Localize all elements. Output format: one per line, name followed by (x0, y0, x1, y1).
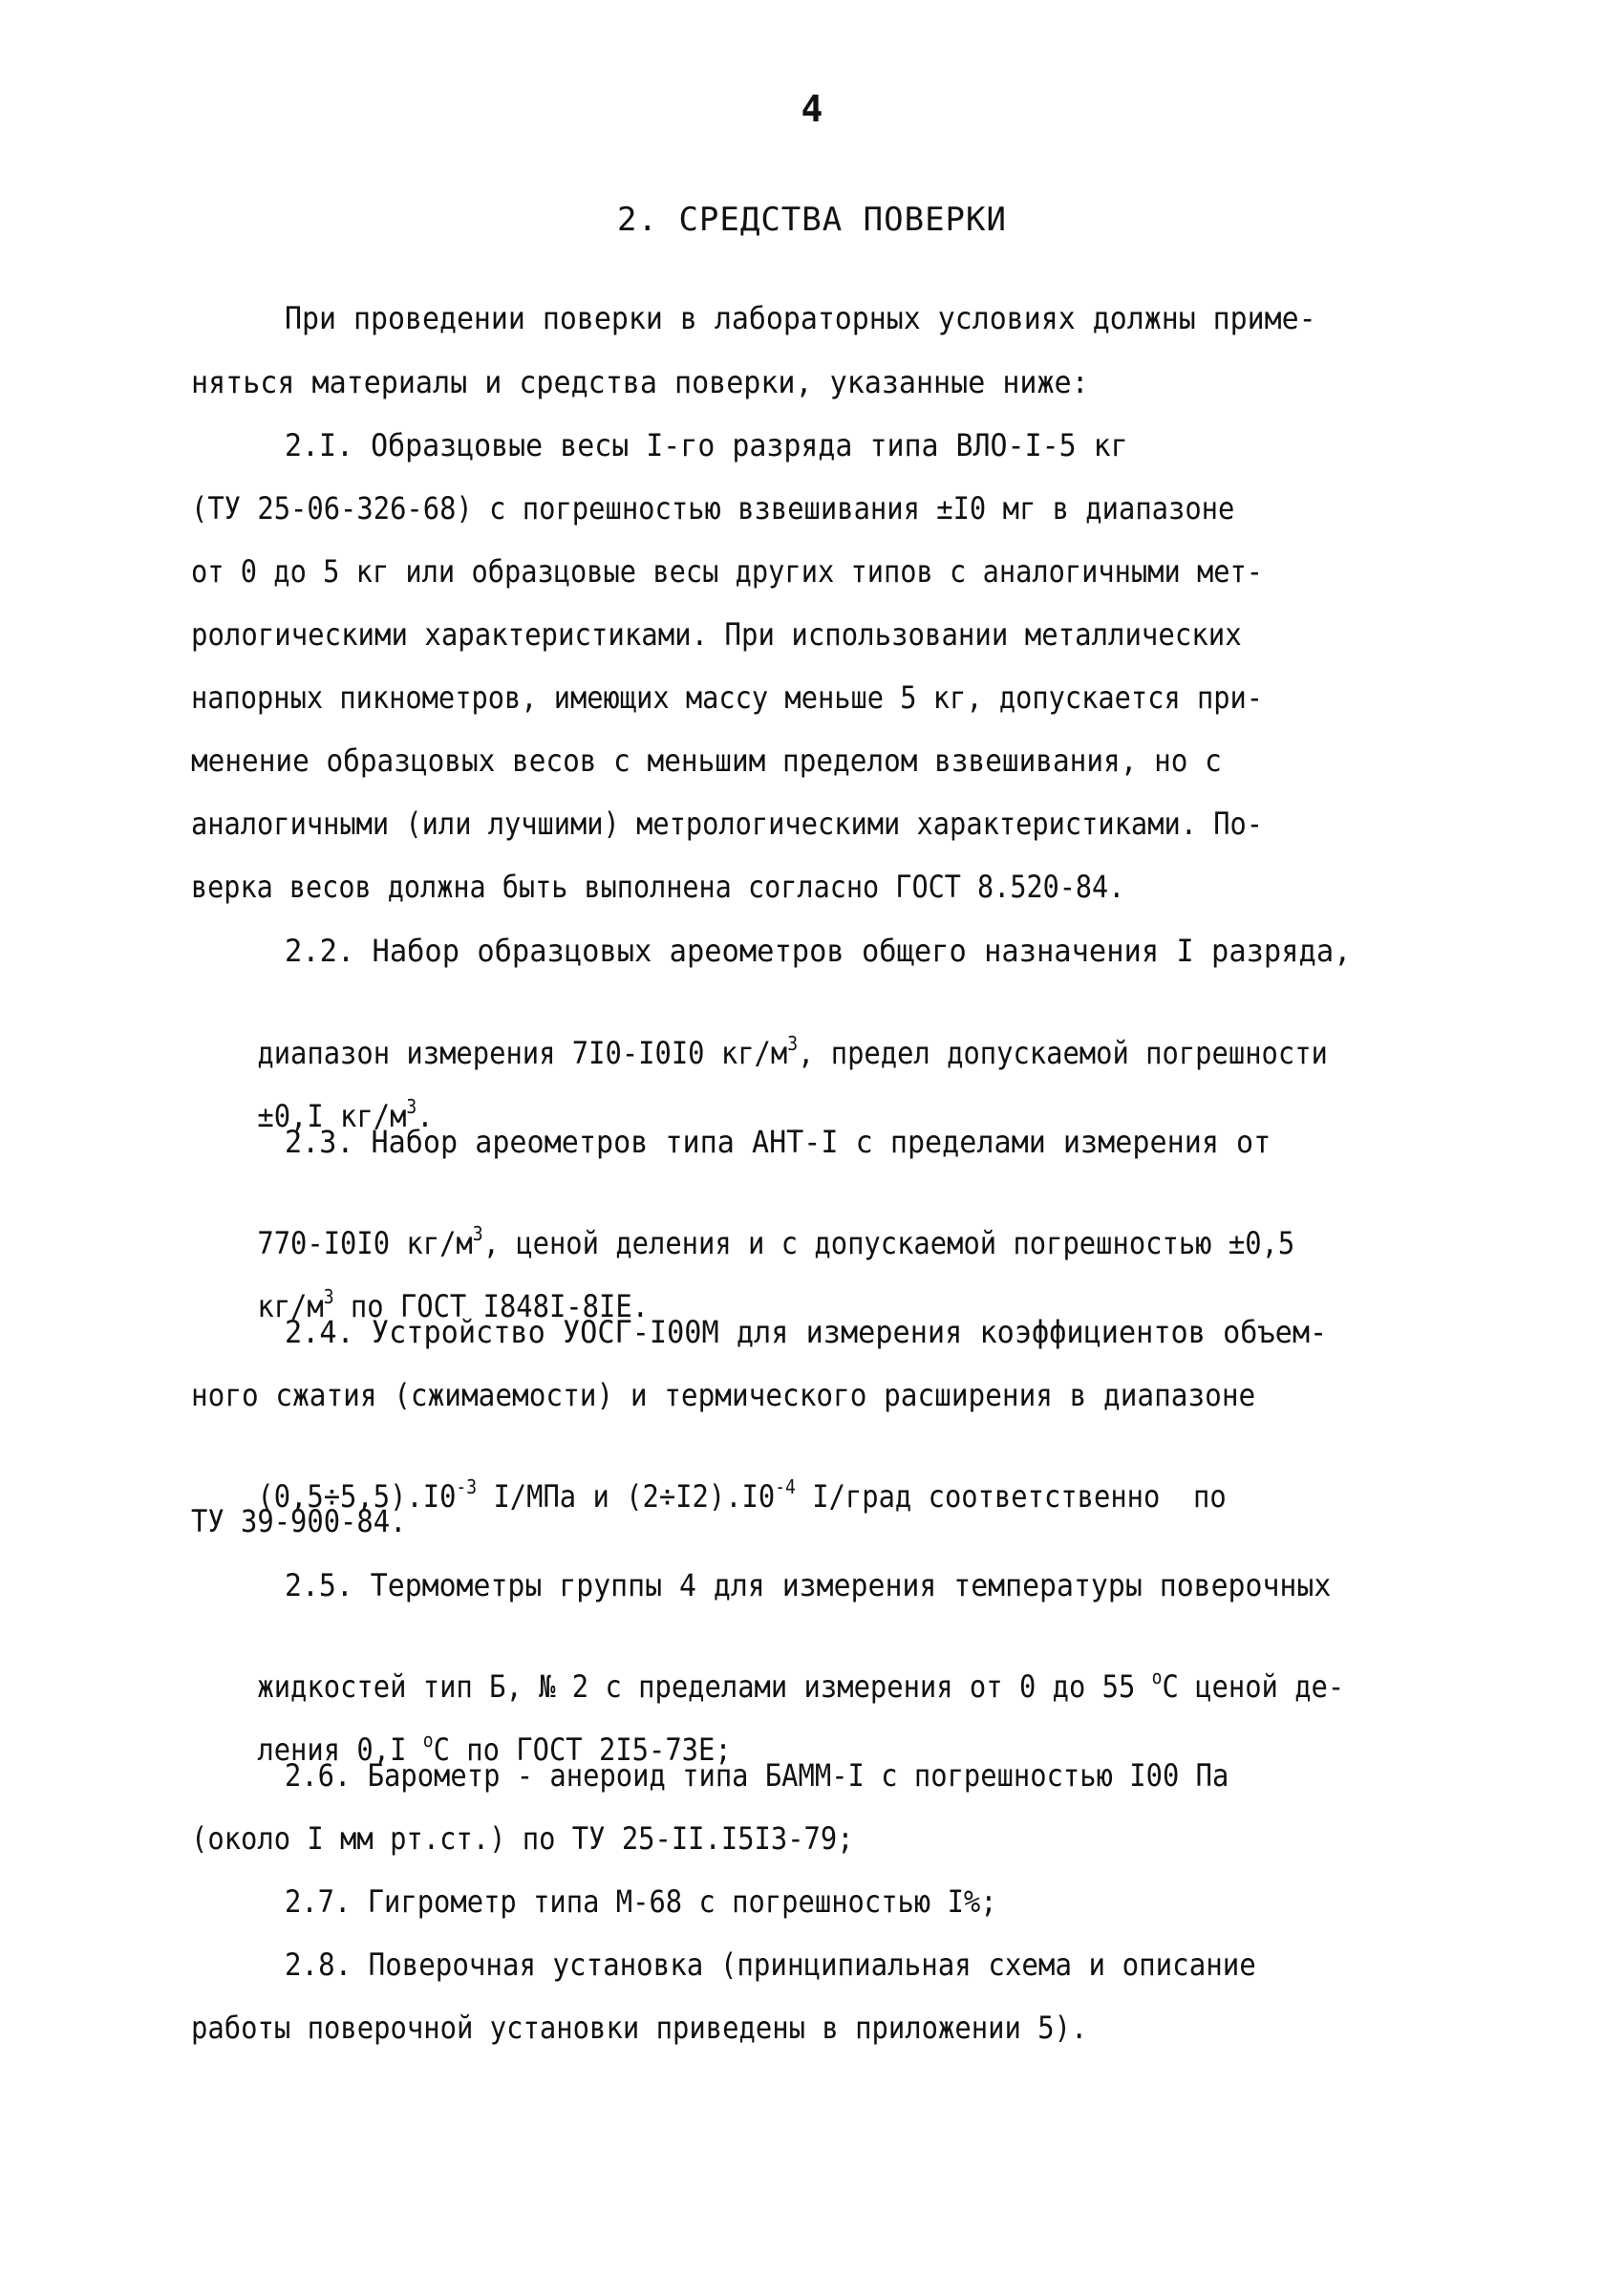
text-line: работы поверочной установки приведены в приложении 5). (191, 2010, 1088, 2046)
text-line: 2.I. Образцовые весы I-го разряда типа ВЛО-I-5 кг (285, 427, 1128, 463)
text-line: 2.5. Термометры группы 4 для измерения температуры поверочных (285, 1567, 1332, 1603)
text-line: 2.2. Набор образцовых ареометров общего назначения I разряда, (285, 933, 1352, 969)
text-line: При проведении поверки в лабораторных условиях должны приме- (285, 300, 1316, 336)
text-line: 2.3. Набор ареометров типа АНТ-I с пределами измерения от (285, 1124, 1271, 1160)
text-line: верка весов должна быть выполнена согласно ГОСТ 8.520-84. (191, 869, 1125, 905)
text-line: менение образцовых весов с меньшим пределом взвешивания, но с (191, 742, 1222, 779)
text-line: (около I мм рт.ст.) по ТУ 25-II.I5I3-79; (191, 1820, 854, 1857)
text-line: няться материалы и средства поверки, указанные ниже: (191, 364, 1089, 400)
text-line: диапазон измерения 7I0-I0I0 $кг/м^3$, предел допускаемой погрешности (257, 1032, 1328, 1071)
text-line: ТУ 39-900-84. (191, 1503, 407, 1539)
page-number: 4 (801, 88, 823, 130)
text-line: напорных пикнометров, имеющих массу меньше 5 кг, допускается при- (191, 679, 1264, 716)
text-line: ления 0,I $^o$С по ГОСТ 2I5-73Е; (257, 1729, 732, 1768)
text-line: 2.4. Устройство УОСГ-I00М для измерения коэффициентов объем- (285, 1314, 1328, 1350)
text-line: $кг/м^3$ по ГОСТ I848I-8IЕ. (257, 1285, 649, 1324)
text-line: аналогичными (или лучшими) метрологическими характеристиками. По- (191, 806, 1264, 842)
text-line: 2.6. Барометр - анероид типа БАММ-I с погрешностью I00 Па (285, 1757, 1229, 1794)
text-line: $(0,5\div 5,5).I0^{-3}$ I/МПа и $(2\div I2).I0^{-4}$ I/град соответственно по (257, 1475, 1227, 1515)
text-line: ±0,I $кг/м^3$. (257, 1095, 434, 1134)
text-line: ного сжатия (сжимаемости) и термического расширения в диапазоне (191, 1377, 1256, 1413)
text-line: рологическими характеристиками. При использовании металлических (191, 616, 1242, 653)
text-line: (ТУ 25-06-326-68) с погрешностью взвешивания ±I0 мг в диапазоне (191, 490, 1235, 527)
text-line: жидкостей тип Б, № 2 с пределами измерения от 0 до 55 $^o$С ценой де- (257, 1666, 1345, 1705)
section-title: 2. СРЕДСТВА ПОВЕРКИ (617, 201, 1007, 239)
text-line: 2.7. Гигрометр типа М-68 с погрешностью I%; (285, 1883, 997, 1920)
text-line: 2.8. Поверочная установка (принципиальная схема и описание (285, 1946, 1256, 1983)
text-line: от 0 до 5 кг или образцовые весы других типов с аналогичными мет- (191, 553, 1264, 590)
text-line: 770-I0I0 $кг/м^3$, ценой деления и с допускаемой погрешностью ±0,5 (257, 1222, 1295, 1261)
